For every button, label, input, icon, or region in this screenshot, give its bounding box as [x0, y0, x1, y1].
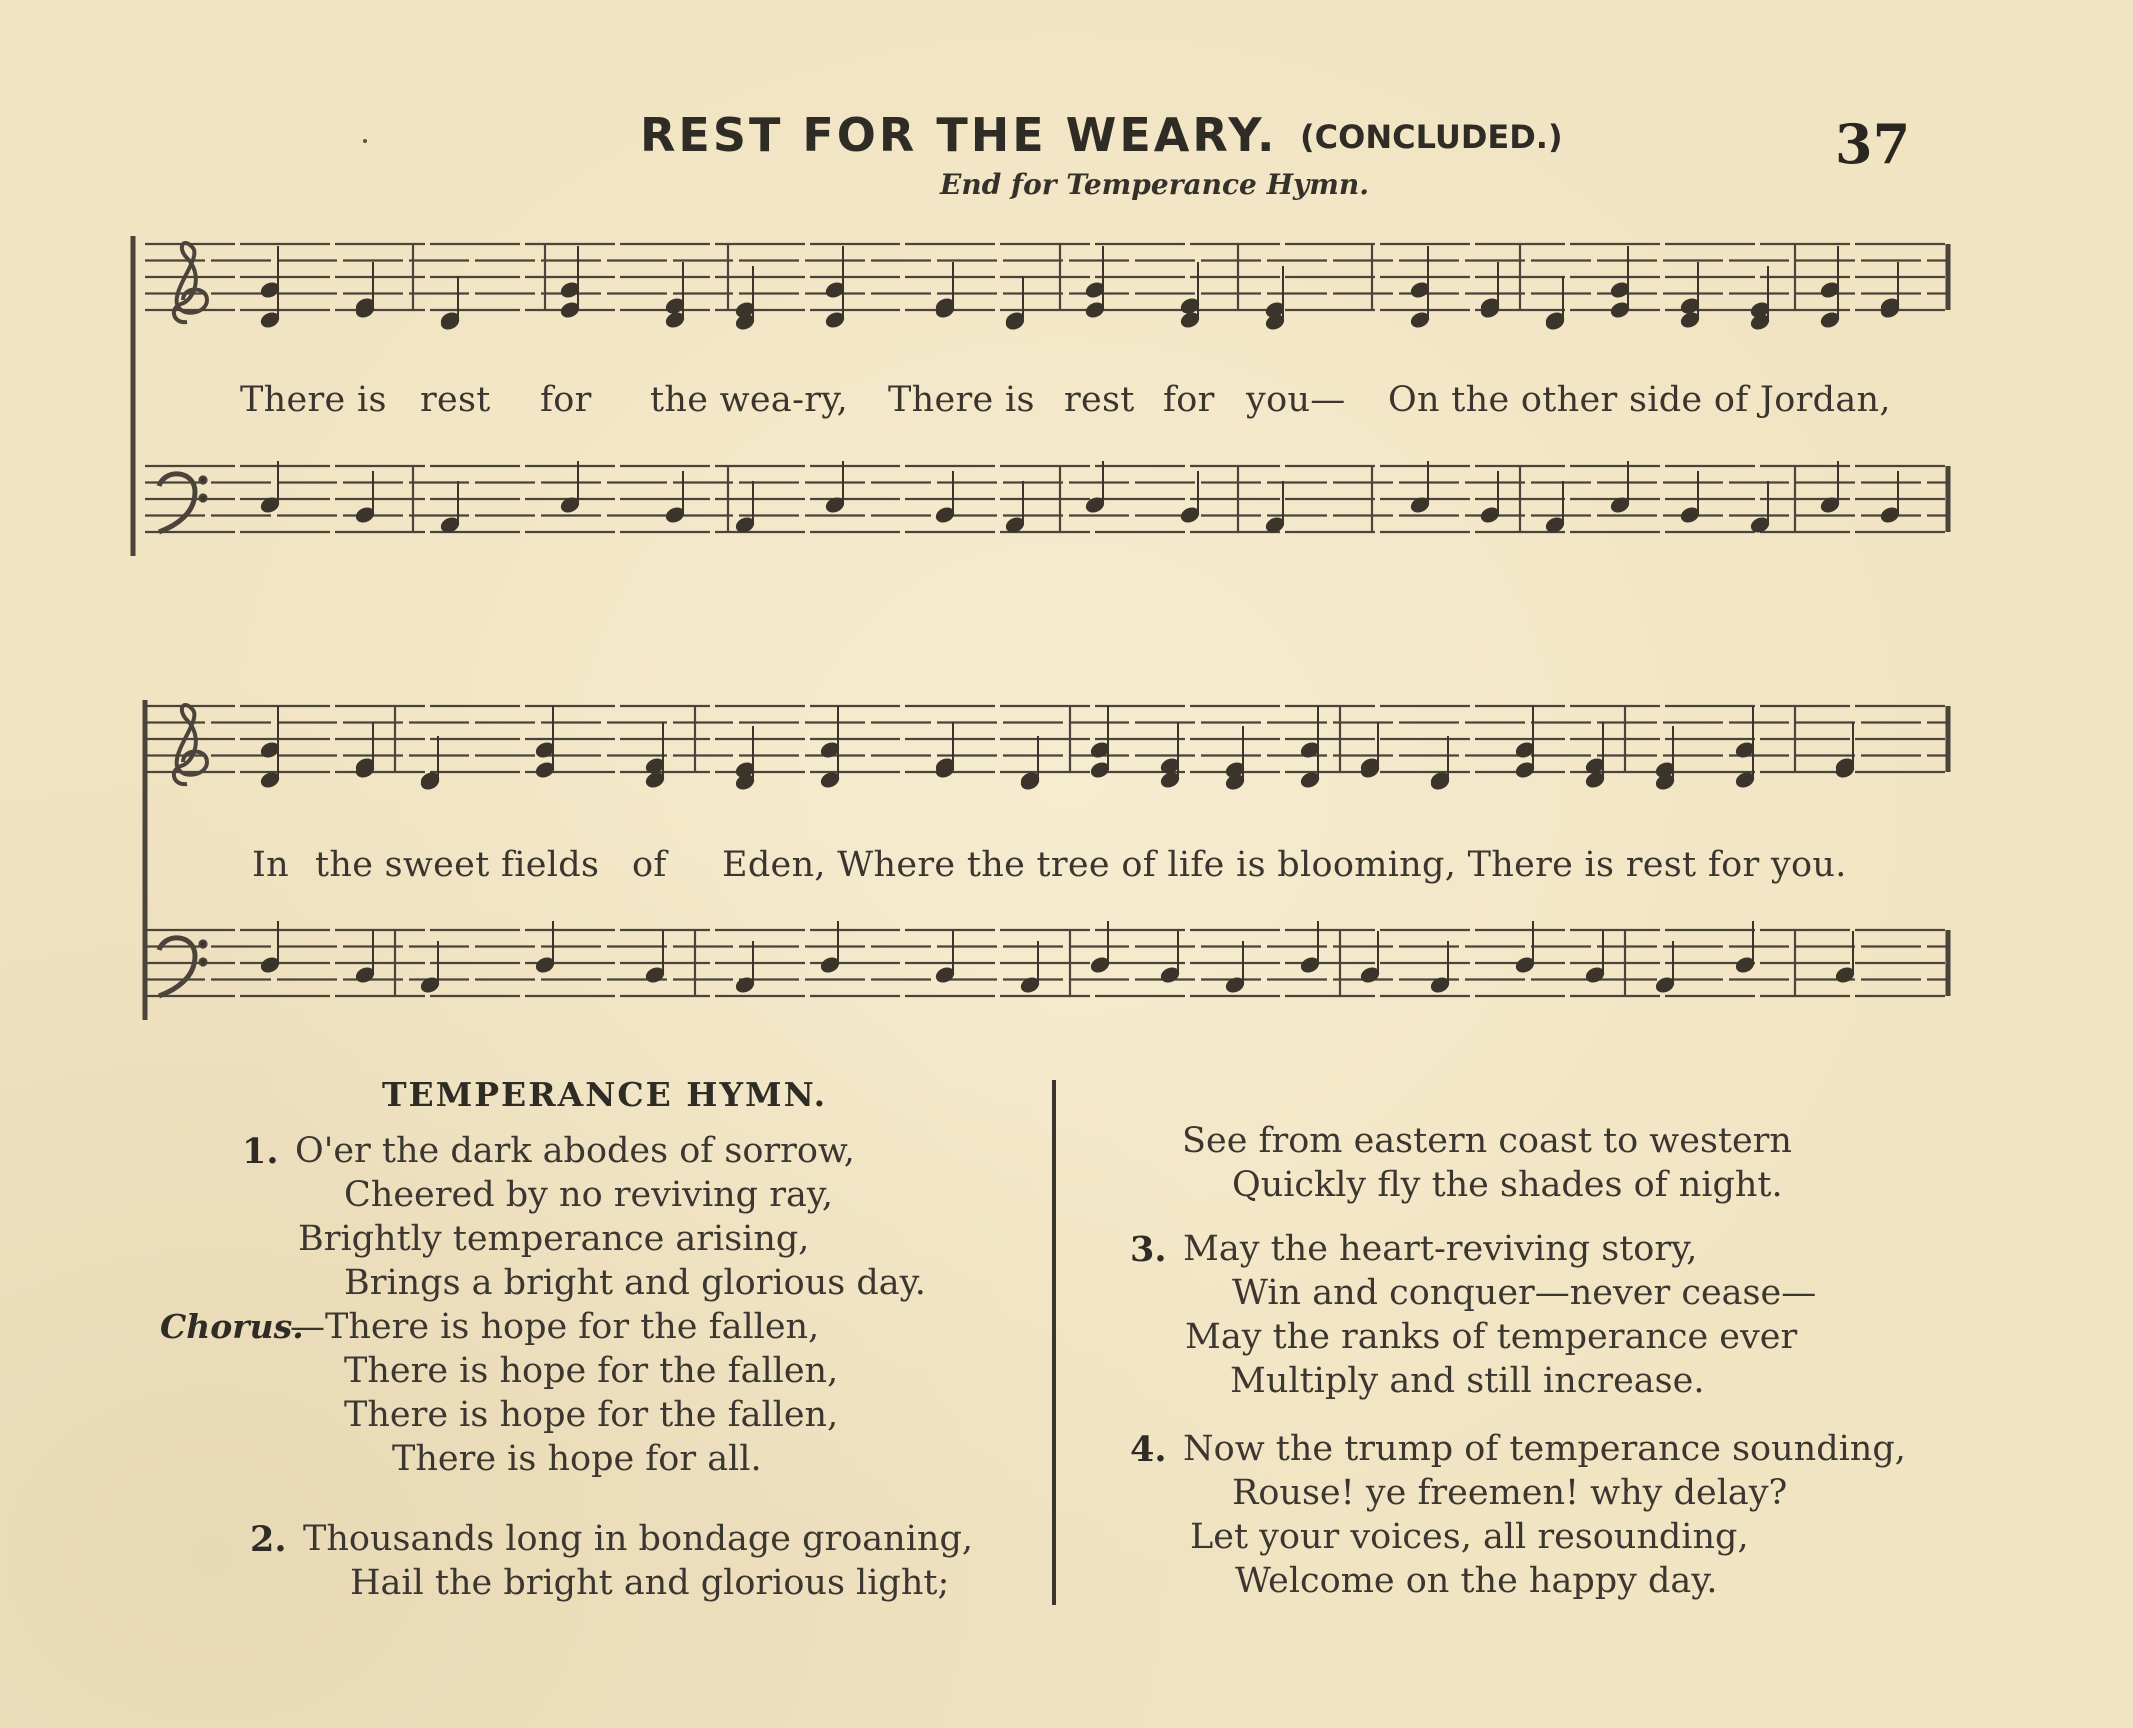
lyric-word: On the other side of Jordan, [1388, 380, 1891, 420]
bass-clef-dot [200, 495, 207, 502]
verse-number: 4. [1130, 1429, 1167, 1470]
system2-bass-staff [145, 930, 1948, 996]
lyric-word: rest [420, 380, 491, 420]
verse-number: 2. [250, 1519, 287, 1560]
end-note: End for Temperance Hymn. [940, 168, 1370, 201]
lyric-word: rest [1064, 380, 1135, 420]
chorus-label: Chorus. [160, 1307, 304, 1346]
song-concluded-note: (CONCLUDED.) [1300, 118, 1563, 156]
verse-line: May the ranks of temperance ever [1185, 1317, 1798, 1357]
verse-number: 3. [1130, 1229, 1167, 1270]
lyric-word: In [252, 845, 289, 885]
chorus-line: There is hope for all. [392, 1439, 762, 1479]
lyric-word: for [1163, 380, 1215, 420]
verse-line: Cheered by no reviving ray, [344, 1175, 834, 1215]
chorus-line: —There is hope for the fallen, [290, 1307, 820, 1347]
verse-line: Rouse! ye freemen! why delay? [1232, 1473, 1788, 1513]
chorus-line: There is hope for the fallen, [344, 1395, 839, 1435]
lyric-word: you— [1246, 380, 1346, 420]
lyric-word: There is [240, 380, 387, 420]
verse-line: See from eastern coast to western [1182, 1121, 1792, 1161]
verse-line: May the heart-reviving story, [1183, 1229, 1698, 1269]
lyric-word: of [632, 845, 667, 885]
verse-line: Brightly temperance arising, [298, 1219, 810, 1259]
hymn-title: TEMPERANCE HYMN. [382, 1075, 828, 1114]
verse-line: Hail the bright and glorious light; [350, 1563, 950, 1603]
chorus-line: There is hope for the fallen, [344, 1351, 839, 1391]
verse-line: Welcome on the happy day. [1235, 1561, 1718, 1601]
bass-clef-dot [200, 477, 207, 484]
verse-number: 1. [242, 1131, 279, 1172]
verse-line: Quickly fly the shades of night. [1232, 1165, 1783, 1205]
verse-line: O'er the dark abodes of sorrow, [295, 1131, 855, 1171]
lyric-word: the wea-ry, [650, 380, 849, 420]
bass-clef-dot [200, 959, 207, 966]
system1-bass-staff [145, 466, 1948, 532]
bass-clef-dot [200, 941, 207, 948]
verse-line: Win and conquer—never cease— [1232, 1273, 1817, 1313]
column-divider [1052, 1080, 1056, 1605]
lyric-word: for [540, 380, 592, 420]
lyric-word: There is [888, 380, 1035, 420]
verse-line: Brings a bright and glorious day. [344, 1263, 926, 1303]
verse-line: Thousands long in bondage groaning, [303, 1519, 973, 1559]
verse-line: Let your voices, all resounding, [1190, 1517, 1749, 1557]
song-title: REST FOR THE WEARY. [640, 108, 1278, 162]
verse-line: Now the trump of temperance sounding, [1183, 1429, 1906, 1469]
lyric-word: the sweet fields [315, 845, 600, 885]
page-number: 37 [1835, 112, 1911, 176]
verse-line: Multiply and still increase. [1230, 1361, 1705, 1401]
lyric-word: Eden, Where the tree of life is blooming, There is rest for you. [722, 845, 1847, 885]
